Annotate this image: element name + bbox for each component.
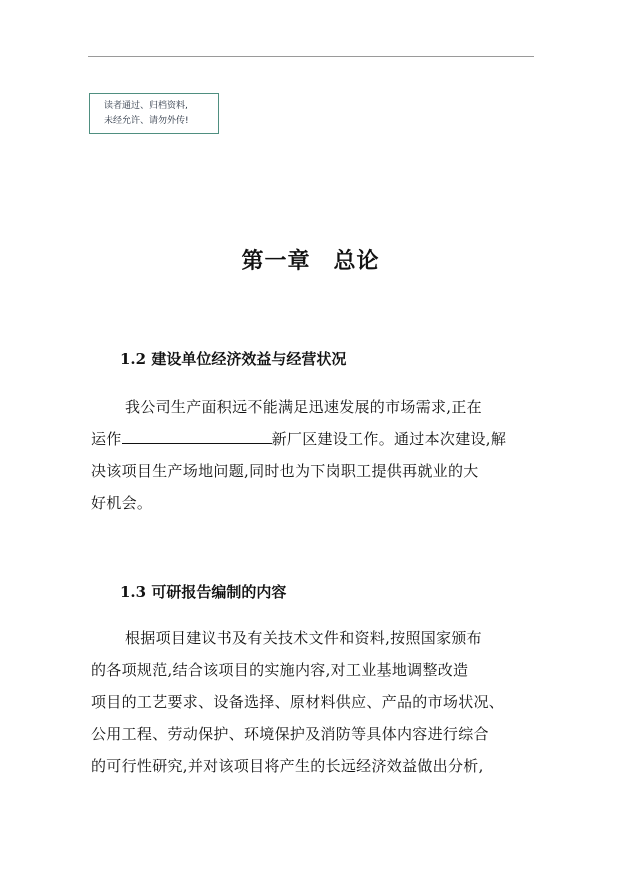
notice-stamp-box [89, 93, 219, 134]
header-rule [88, 56, 534, 57]
stamp-line-2: 未经允许、请勿外传! [104, 116, 189, 126]
stamp-line-1: 读者通过、归档资料, [104, 101, 188, 111]
paragraph-1-3 [91, 622, 531, 782]
paragraph-line: 公用工程、劳动保护、环境保护及消防等具体内容进行综合 [91, 725, 489, 743]
paragraph-1-2 [91, 391, 531, 519]
paragraph-line: 项目的工艺要求、设备选择、原材料供应、产品的市场状况、 [91, 693, 505, 711]
paragraph-line: 根据项目建议书及有关技术文件和资料,按照国家颁布 [125, 629, 482, 647]
paragraph-line: 好机会。 [91, 494, 153, 512]
paragraph-line: 我公司生产面积远不能满足迅速发展的市场需求,正在 [125, 398, 482, 416]
fill-in-blank [122, 425, 272, 444]
paragraph-line: 的各项规范,结合该项目的实施内容,对工业基地调整改造 [91, 661, 469, 679]
paragraph-text: 运作 [91, 430, 122, 448]
paragraph-line: 决该项目生产场地问题,同时也为下岗职工提供再就业的大 [91, 462, 479, 480]
section-heading-1-3: 1.3 可研报告编制的内容 [120, 583, 287, 601]
paragraph-text: 新厂区建设工作。通过本次建设,解 [271, 430, 507, 448]
section-heading-1-2: 1.2 建设单位经济效益与经营状况 [120, 350, 347, 368]
paragraph-line [91, 423, 531, 455]
chapter-title: 第一章 总论 [241, 248, 380, 274]
paragraph-line: 的可行性研究,并对该项目将产生的长远经济效益做出分析, [91, 757, 484, 775]
